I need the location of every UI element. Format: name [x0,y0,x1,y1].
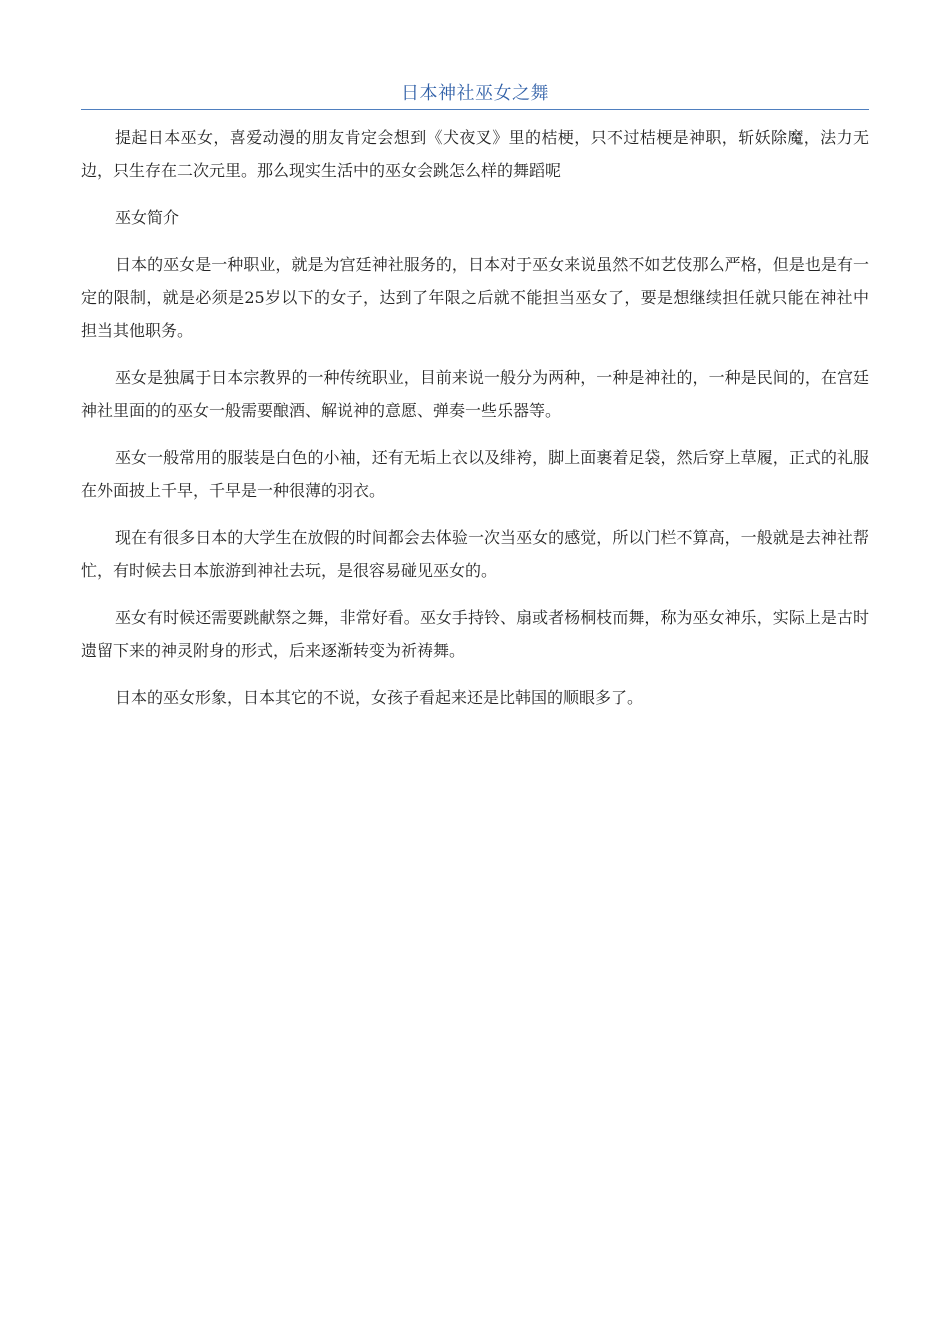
paragraph-intro: 提起日本巫女，喜爱动漫的朋友肯定会想到《犬夜叉》里的桔梗，只不过桔梗是神职，斩妖除魔，法力无边，只生存在二次元里。那么现实生活中的巫女会跳怎么样的舞蹈呢 [81,128,869,180]
paragraph-conclusion: 日本的巫女形象，日本其它的不说，女孩子看起来还是比韩国的顺眼多了。 [115,688,644,707]
page-title: 日本神社巫女之舞 [401,83,549,104]
page-header [81,80,869,110]
paragraph-costume: 巫女一般常用的服装是白色的小袖，还有无垢上衣以及绯袴，脚上面裹着足袋，然后穿上草履，正式的礼服在外面披上千早，千早是一种很薄的羽衣。 [81,448,869,500]
article-body [81,121,869,728]
paragraph-tradition: 巫女是独属于日本宗教界的一种传统职业，目前来说一般分为两种，一种是神社的，一种是民间的，在宫廷神社里面的的巫女一般需要酿酒、解说神的意愿、弹奏一些乐器等。 [81,368,869,420]
paragraph-dance: 巫女有时候还需要跳献祭之舞，非常好看。巫女手持铃、扇或者杨桐枝而舞，称为巫女神乐，实际上是古时遗留下来的神灵附身的形式，后来逐渐转变为祈祷舞。 [81,608,869,660]
paragraph-students: 现在有很多日本的大学生在放假的时间都会去体验一次当巫女的感觉，所以门栏不算高，一般就是去神社帮忙，有时候去日本旅游到神社去玩，是很容易碰见巫女的。 [81,528,869,580]
paragraph-profession: 日本的巫女是一种职业，就是为宫廷神社服务的，日本对于巫女来说虽然不如艺伎那么严格，但是也是有一定的限制，就是必须是25岁以下的女子，达到了年限之后就不能担当巫女了，要是想继续担任就只能在神社中担当其他职务。 [81,255,869,340]
section-heading-introduction: 巫女简介 [115,208,180,227]
